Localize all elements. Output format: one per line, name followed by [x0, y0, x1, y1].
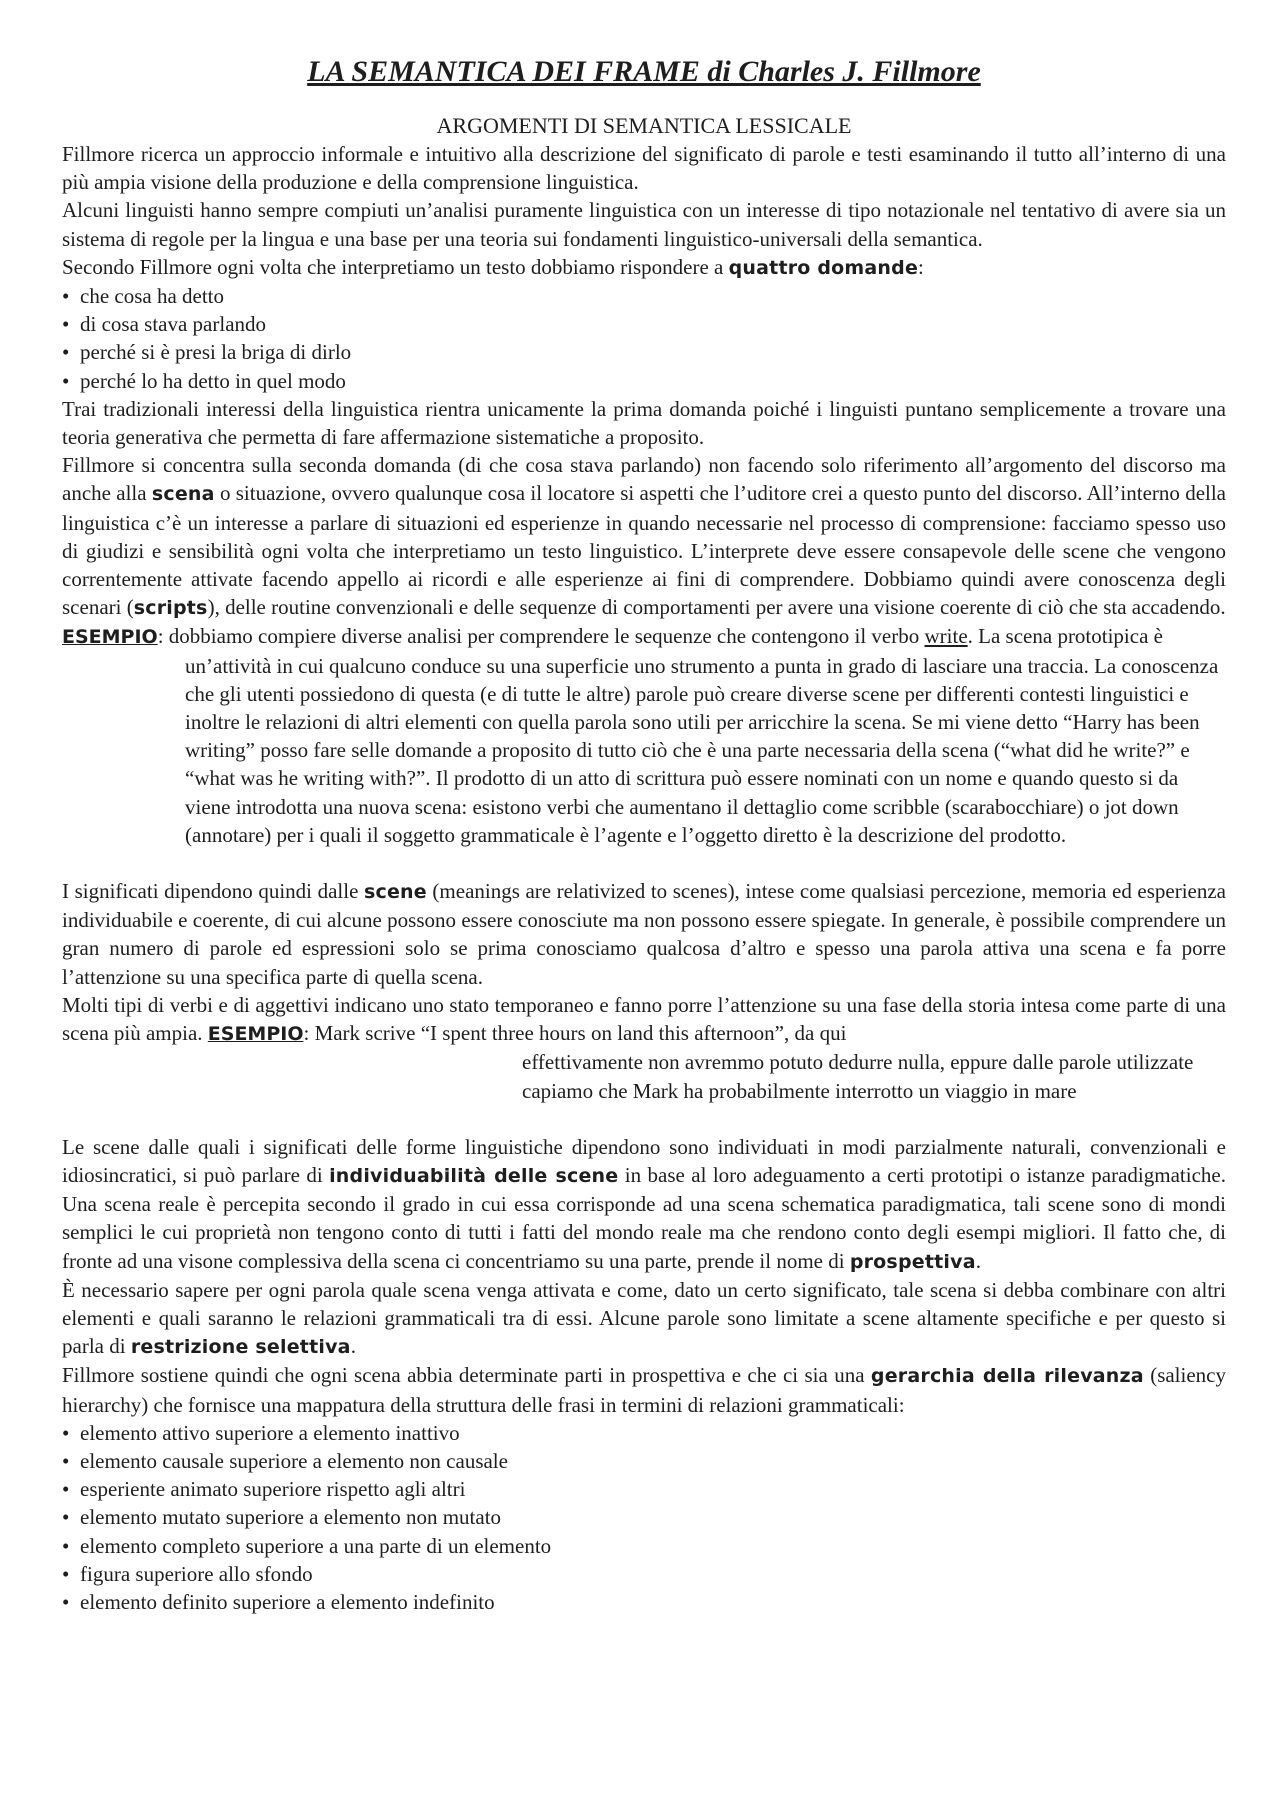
example-write-text [62, 622, 1226, 849]
spacer [62, 1105, 1226, 1133]
text-run: o situazione, ovvero qualunque cosa il locatore si aspetti che l’uditore crei a questo punto del discorso. All’interno della linguistica c’è un interesse a parlare di situazioni ed esperienze in quando necessarie nel processo di comprensione: facciamo spesso uso di giudizi e sensibilità ogni volta che interpretiamo un testo linguistico. L’interprete deve essere consapevole delle scene che vengono correntemente attivate facendo appello ai ricordi e alle esperienze ai fini di comprendere. Dobbiamo quindi avere conoscenza degli scenari ( [62, 481, 1227, 620]
hierarchy-list [62, 1419, 1226, 1616]
document-title: LA SEMANTICA DEI FRAME di Charles J. Fillmore [307, 55, 981, 88]
paragraph-saliency-hierarchy [62, 1361, 1226, 1418]
paragraph-individuability [62, 1133, 1226, 1276]
text-run: ), delle routine convenzionali e delle sequenze di comportamenti per avere una visione coerente di ciò che sta accadendo. [207, 595, 1226, 620]
keyword-prospettiva: prospettiva [849, 1250, 976, 1273]
paragraph-second-question [62, 451, 1226, 622]
text-run: Secondo Fillmore ogni volta che interpretiamo un testo dobbiamo rispondere a [62, 254, 729, 279]
paragraph-selective-restriction [62, 1276, 1226, 1362]
example-write [62, 622, 1226, 849]
text-run: in base al loro adeguamento a certi prototipi o istanze paradigmatiche. Una scena reale è percepita secondo il grado in cui essa corrisponde ad una scena schematica paradigmatica, tali scene sono di mondi semplici le cui proprietà non tengono conto di tutti i fatti del mondo reale ma che rendono conto degli esempi migliori. Il fatto che, di fronte ad una visone complessiva della scena ci concentriamo su una parte, prende il nome di [62, 1162, 1226, 1273]
text-run: (saliency hierarchy) che fornisce una mappatura della struttura delle frasi in termini di relazioni grammaticali: [62, 1363, 1226, 1417]
list-item: • che cosa ha detto [62, 282, 1226, 310]
list-item: • elemento attivo superiore a elemento inattivo [62, 1419, 1226, 1447]
text-run: I significati dipendono quindi dalle [62, 879, 364, 904]
text-run: dobbiamo compiere diverse analisi per comprendere le sequenze che contengono il verbo [163, 624, 925, 649]
keyword-scena: scena [151, 483, 215, 506]
list-item: • elemento causale superiore a elemento non causale [62, 1447, 1226, 1475]
paragraph-intro-1: Fillmore ricerca un approccio informale e intuitivo alla descrizione del significato di parole e testi esaminando il tutto all’interno di una più ampia visione della produzione e della comprensione linguistica. [62, 142, 1226, 195]
verb-write: write [924, 624, 968, 649]
section-subtitle: ARGOMENTI DI SEMANTICA LESSICALE [436, 113, 852, 138]
text-run: : [157, 624, 164, 649]
text-run: Le scene dalle quali i significati delle forme linguistiche dipendono sono individuati in modi parzialmente naturali, convenzionali e idiosincratici, si può parlare di [62, 1134, 1226, 1187]
keyword-scripts: scripts [133, 597, 208, 620]
paragraph-meanings-scenes [62, 877, 1226, 991]
paragraph-intro-3 [62, 253, 1226, 282]
paragraph-traditional-interests: Trai tradizionali interessi della linguistica rientra unicamente la prima domanda poiché i linguisti puntano semplicemente a trovare una teoria generativa che permetta di fare affermazione sistematiche a proposito. [62, 396, 1226, 450]
example-mark-continuation: effettivamente non avremmo potuto dedurre nulla, eppure dalle parole utilizzate capiamo che Mark ha probabilmente interrotto un viaggio in mare [522, 1050, 1194, 1103]
text-run: Fillmore si concentra sulla seconda domanda (di che cosa stava parlando) non facendo solo riferimento all’argomento del discorso ma anche alla [62, 453, 1226, 506]
text-run: . [350, 1334, 356, 1359]
text-run: (meanings are relativized to scenes), intese come qualsiasi percezione, memoria ed esperienza individuabile e coerente, di cui alcune possono essere conosciute ma non possono essere spiegate. In generale, è possibile comprendere un gran numero di parole ed espressioni solo se prima conosciamo qualcosa d’altro e spesso una parola attiva una scena e fa porre l’attenzione su una specifica parte di quella scena. [62, 879, 1226, 989]
text-run: Molti tipi di verbi e di aggettivi indicano uno stato temporaneo e fanno porre l’attenzione su una fase della storia intesa come parte di una scena più ampia. [62, 992, 1226, 1046]
keyword-gerarchia-rilevanza: gerarchia della rilevanza [870, 1365, 1144, 1388]
text-run: : Mark scrive “I spent three hours on land this afternoon”, da qui [303, 1021, 847, 1046]
paragraph-intro-2: Alcuni linguisti hanno sempre compiuti un’analisi puramente linguistica con un interesse di tipo notazionale nel tentativo di avere sia un sistema di regole per la lingua e una base per una teoria sui fondamenti linguistico-universali della semantica. [62, 198, 1226, 251]
text-run: . La scena prototipica è un’attività in cui qualcuno conduce su una superficie uno strumento a punta in grado di lasciare una traccia. La conoscenza che gli utenti possiedono di questa (e di tutte le altre) parole può creare diverse scene per differenti contesti linguistici e inoltre le relazioni di altri elementi con quella parola sono utili per arricchire la scena. Se mi viene detto “Harry has been writing” posso fare selle domande a proposito di tutto ciò che è una parte necessaria della scena (“what did he write?” e “what was he writing with?”. Il prodotto di un atto di scrittura può essere nominati con un nome e quando questo si da viene introdotta una nuova scena: esistono verbi che aumentano il dettaglio come scribble (scarabocchiare) o jot down (annotare) per i quali il soggetto grammaticale è l’agente e l’oggetto diretto è la descrizione del prodotto. [185, 624, 1219, 847]
keyword-quattro-domande: quattro domande [728, 256, 919, 279]
list-item: • elemento mutato superiore a elemento non mutato [62, 1503, 1226, 1531]
questions-list [62, 282, 1226, 395]
example-label: ESEMPIO [62, 626, 158, 649]
list-item: • perché lo ha detto in quel modo [62, 367, 1226, 395]
list-item: • perché si è presi la briga di dirlo [62, 338, 1226, 366]
text-run: È necessario sapere per ogni parola quale scena venga attivata e come, dato un certo significato, tale scena si debba combinare con altri elementi e quali saranno le relazioni grammaticali tra di essi. Alcune parole sono limitate a scene altamente specifiche e per questo si parla di [62, 1277, 1226, 1359]
paragraph-verbs-adjectives [62, 991, 1226, 1048]
keyword-scene: scene [363, 881, 427, 904]
text-run: . [975, 1248, 981, 1273]
keyword-restrizione-selettiva: restrizione selettiva [130, 1336, 351, 1359]
list-item: • esperiente animato superiore rispetto agli altri [62, 1475, 1226, 1503]
list-item: • elemento completo superiore a una parte di un elemento [62, 1532, 1226, 1560]
text-run: Fillmore sostiene quindi che ogni scena abbia determinate parti in prospettiva e che ci sia una [62, 1363, 871, 1388]
example-label: ESEMPIO [207, 1023, 304, 1046]
list-item: • di cosa stava parlando [62, 310, 1226, 338]
list-item: • elemento definito superiore a elemento indefinito [62, 1588, 1226, 1616]
text-run: : [918, 254, 924, 279]
keyword-individuabilita: individuabilità delle scene [329, 1164, 619, 1187]
spacer [62, 849, 1226, 877]
list-item: • figura superiore allo sfondo [62, 1560, 1226, 1588]
